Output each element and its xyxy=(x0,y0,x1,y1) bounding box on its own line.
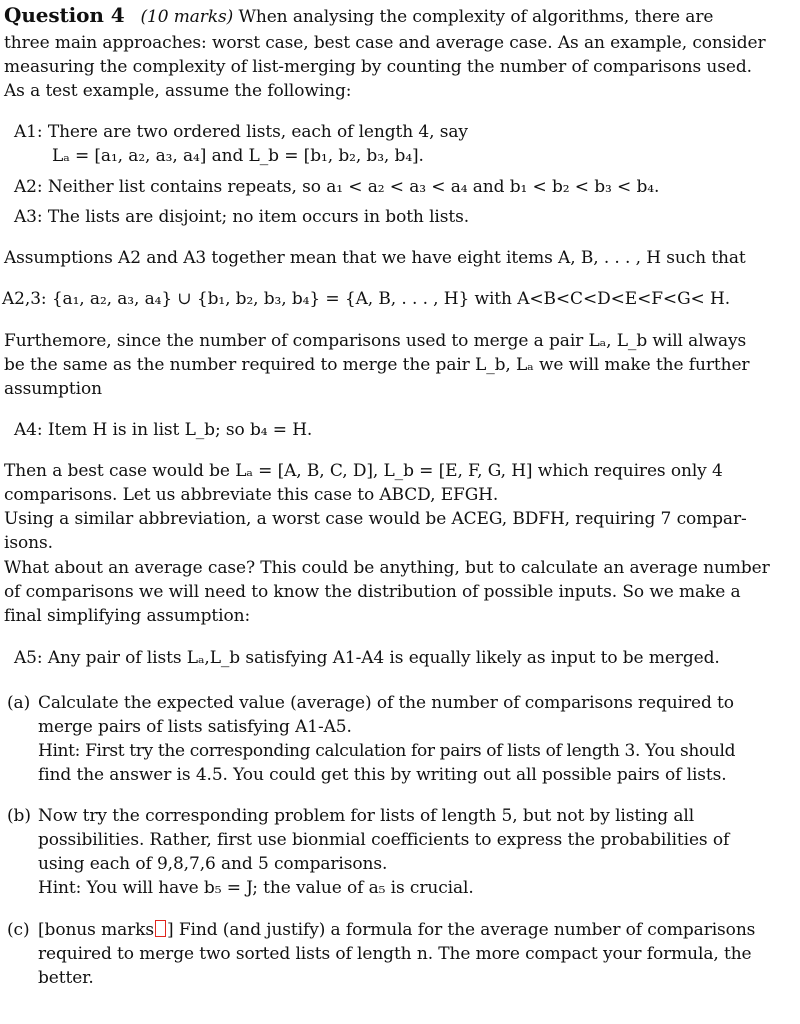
part-b-line-4: Hint: You will have b₅ = J; the value of a₅ is crucial. xyxy=(38,878,474,898)
assumption-a2 xyxy=(14,176,659,198)
a5-text: Any pair of lists Lₐ,L_b satisfying A1-A4 is equally likely as input to be merged. xyxy=(47,648,720,668)
question-marks: (10 marks) xyxy=(140,7,234,27)
part-a-label: (a) xyxy=(7,693,31,713)
intro-line-2: three main approaches: worst case, best case and average case. As an example, consider xyxy=(4,33,766,53)
part-a-line-4: find the answer is 4.5. You could get this by writing out all possible pairs of lists. xyxy=(38,765,727,785)
part-a-line-2: merge pairs of lists satisfying A1-A5. xyxy=(38,717,352,737)
cases-line-6: of comparisons we will need to know the distribution of possible inputs. So we make a xyxy=(4,582,741,602)
assumption-a4 xyxy=(14,419,312,441)
assumption-a5 xyxy=(14,647,720,669)
intro-line-3: measuring the complexity of list-merging by counting the number of comparisons used. xyxy=(4,57,752,77)
part-b-line-1: Now try the corresponding problem for lists of length 5, but not by listing all xyxy=(38,806,695,826)
a3-label: A3: xyxy=(14,207,43,227)
part-c-line-2: required to merge two sorted lists of length n. The more compact your formula, the xyxy=(38,944,752,964)
part-c-label: (c) xyxy=(7,920,30,940)
a1-text: There are two ordered lists, each of length 4, say xyxy=(47,122,468,142)
a1-lists: Lₐ = [a₁, a₂, a₃, a₄] and L_b = [b₁, b₂, b₃, b₄]. xyxy=(52,146,424,166)
cases-line-1: Then a best case would be Lₐ = [A, B, C, D], L_b = [E, F, G, H] which requires only 4 xyxy=(4,461,723,481)
cases-line-2: comparisons. Let us abbreviate this case to ABCD, EFGH. xyxy=(4,485,499,505)
part-a-line-3: Hint: First try the corresponding calculation for pairs of lists of length 3. You should xyxy=(38,741,736,761)
part-c-line-1-rest: ] Find (and justify) a formula for the average number of comparisons xyxy=(166,920,756,940)
a1-label: A1: xyxy=(14,122,43,142)
part-b-line-3: using each of 9,8,7,6 and 5 comparisons. xyxy=(38,854,388,874)
intro-line-4: As a test example, assume the following: xyxy=(4,81,352,101)
part-c-line-1 xyxy=(38,919,755,941)
intro-line-1: When analysing the complexity of algorithms, there are xyxy=(238,7,714,27)
a2-text: Neither list contains repeats, so a₁ < a₂ < a₃ < a₄ and b₁ < b₂ < b₃ < b₄. xyxy=(47,177,660,197)
cases-line-4: isons. xyxy=(4,533,53,553)
cases-line-5: What about an average case? This could be anything, but to calculate an average number xyxy=(4,558,770,578)
bonus-marks-text: [bonus marks xyxy=(38,920,154,940)
a3-text: The lists are disjoint; no item occurs in both lists. xyxy=(47,207,470,227)
combined-line-2: A2,3: {a₁, a₂, a₃, a₄} ∪ {b₁, b₂, b₃, b₄} = {A, B, . . . , H} with A<B<C<D<E<F<G< H. xyxy=(2,289,731,309)
assumption-a1 xyxy=(14,121,468,143)
footnote-link-box[interactable] xyxy=(155,920,166,937)
cases-line-3: Using a similar abbreviation, a worst case would be ACEG, BDFH, requiring 7 compar- xyxy=(4,509,747,529)
assumption-a3 xyxy=(14,206,469,228)
furthermore-line-1: Furthemore, since the number of comparisons used to merge a pair Lₐ, L_b will always xyxy=(4,331,747,351)
part-b-label: (b) xyxy=(7,806,31,826)
a5-label: A5: xyxy=(14,648,43,668)
furthermore-line-2: be the same as the number required to merge the pair L_b, Lₐ we will make the further xyxy=(4,355,750,375)
cases-line-7: final simplifying assumption: xyxy=(4,606,251,626)
question-label: Question 4 xyxy=(4,3,125,27)
part-a-line-1: Calculate the expected value (average) of the number of comparisons required to xyxy=(38,693,734,713)
a4-label: A4: xyxy=(14,420,43,440)
question-header xyxy=(4,4,713,28)
furthermore-line-3: assumption xyxy=(4,379,102,399)
part-b-line-2: possibilities. Rather, first use bionmial coefficients to express the probabilities of xyxy=(38,830,730,850)
a4-text: Item H is in list L_b; so b₄ = H. xyxy=(47,420,313,440)
combined-line-1: Assumptions A2 and A3 together mean that we have eight items A, B, . . . , H such that xyxy=(4,248,746,268)
part-c-line-3: better. xyxy=(38,968,94,988)
a2-label: A2: xyxy=(14,177,43,197)
